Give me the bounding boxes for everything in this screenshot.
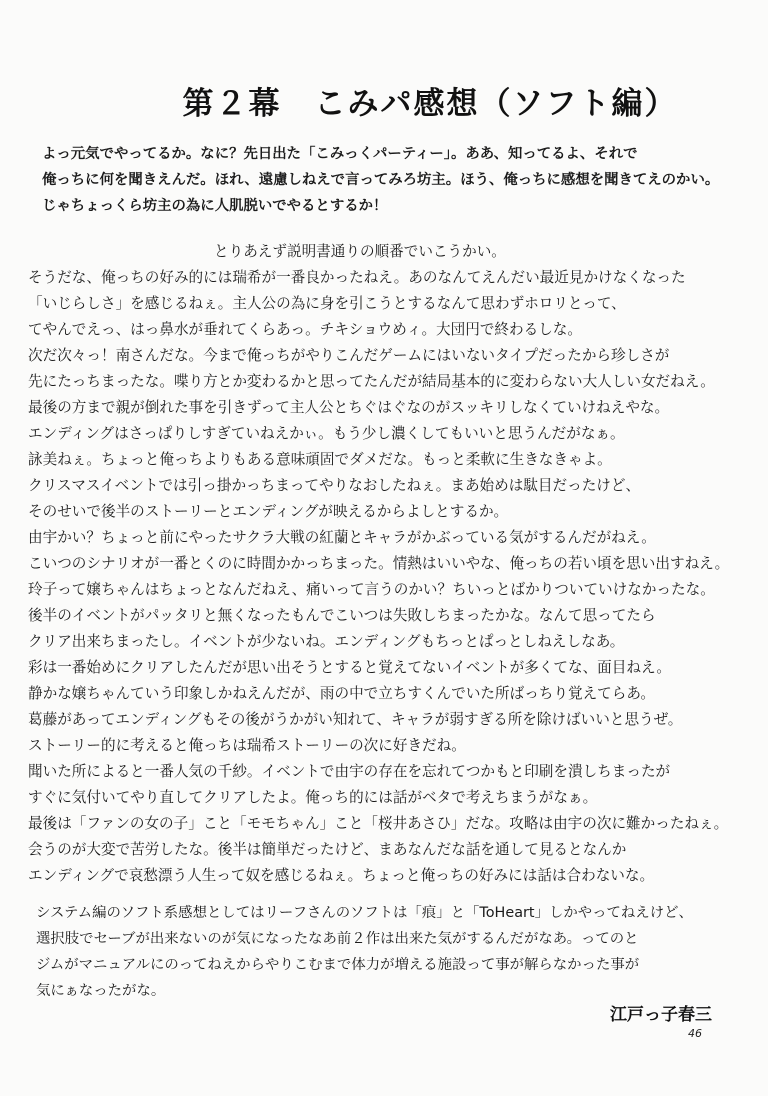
text-line: 俺っちに何を聞きえんだ。ほれ、遠慮しねえで言ってみろ坊主。ほう、俺っちに感想を聞きてえのかい。 [42,172,720,188]
text-line: 玲子って嬢ちゃんはちょっとなんだねえ、痛いって言うのかい？ちいっとばかりついていけなかったな。 [28,581,715,598]
text-line: そうだな、俺っちの好み的には瑞希が一番良かったねえ。あのなんてえんだい最近見かけなくなった [28,269,686,286]
text-line: 次だ次々っ！南さんだな。今まで俺っちがやりこんだゲームにはいないタイプだったから珍しさが [28,347,670,364]
text-line: 聞いた所によると一番人気の千紗。イベントで由宇の存在を忘れてつかもと印刷を潰しちまったが [28,763,671,780]
text-line: クリスマスイベントでは引っ掛かっちまってやりなおしたねぇ。まあ始めは駄目だったけど、 [28,477,641,494]
text-line: ジムがマニュアルにのってねえからやりこむまで体力が増える施設って事が解らなかった事が [36,957,640,973]
text-line: 静かな嬢ちゃんていう印象しかねえんだが、雨の中で立ちすくんでいた所ばっちり覚えてらあ。 [28,685,655,702]
text-line: ストーリー的に考えると俺っちは瑞希ストーリーの次に好きだね。 [28,737,466,754]
text-line: とりあえず説明書通りの順番でいこうかい。 [214,243,506,260]
text-line: すぐに気付いてやり直してクリアしたよ。俺っち的には話がベタで考えちまうがなぁ。 [28,789,598,806]
text-line: 由宇かい？ちょっと前にやったサクラ大戦の紅蘭とキャラがかぶっている気がするんだがねえ。 [28,529,656,546]
text-line: 彩は一番始めにクリアしたんだが思い出そうとすると覚えてないイベントが多くてな、面目ねえ。 [28,659,672,676]
text-line: 最後は「ファンの女の子」こと「モモちゃん」こと「桜井あさひ」だな。攻略は由宇の次に難かったねぇ。 [28,815,729,832]
body-paragraph [28,239,729,889]
intro-paragraph [42,141,719,219]
text-line: 葛藤があってエンディングもその後がうかがい知れて、キャラが弱すぎる所を除けばいいと思うぜ。 [28,711,683,728]
text-line: 選択肢でセーブが出来ないのが気になったなあ前２作は出来た気がするんだがなあ。ってのと [36,931,639,947]
text-line: じゃちょっくら坊主の為に人肌脱いでやるとするか！ [42,198,388,214]
text-line: システム編のソフト系感想としてはリーフさんのソフトは「痕」と「ToHeart」しかやってねえけど、 [36,905,693,921]
text-line: よっ元気でやってるか。なに？先日出た「こみっくパーティー」。ああ、知ってるよ、それで [42,146,638,162]
text-line: 最後の方まで親が倒れた事を引きずって主人公とちぐはぐなのがスッキリしなくていけねえやな。 [28,399,670,416]
text-line: 「いじらしさ」を感じるねぇ。主人公の為に身を引こうとするなんて思わずホロリとって、 [28,295,626,312]
text-line: そのせいで後半のストーリーとエンディングが映えるからよしとするか。 [28,503,509,520]
text-line: 気にぁなったがな。 [36,983,166,999]
text-line: 会うのが大変で苦労したな。後半は簡単だったけど、まあなんだな話を通して見るとなんか [28,841,627,858]
page-title: 第２幕 こみパ感想（ソフト編） [182,86,678,122]
page-number: 46 [688,1027,702,1040]
text-line: クリア出来ちまったし。イベントが少ないね。エンディングもちっとぱっとしねえしなあ。 [28,633,625,650]
text-line: こいつのシナリオが一番とくのに時間かかっちまった。情熱はいいやな、俺っちの若い頃を思い出すねえ。 [28,555,730,572]
text-line: 先にたっちまったな。喋り方とか変わるかと思ってたんだが結局基本的に変わらない大人しい女だねえ。 [28,373,715,390]
author-signature: 江戸っ子春三 [610,1005,712,1025]
text-line: 後半のイベントがパッタリと無くなったもんでこいつは失敗しちまったかな。なんて思ってたら [28,607,656,624]
text-line: エンディングはさっぱりしすぎていねえかぃ。もう少し濃くしてもいいと思うんだがなぁ。 [28,425,625,442]
system-paragraph [36,900,693,1004]
text-line: エンディングで哀愁漂う人生って奴を感じるねぇ。ちょっと俺っちの好みには話は合わないな。 [28,867,655,884]
text-line: てやんでえっ、はっ鼻水が垂れてくらあっ。チキショウめィ。大団円で終わるしな。 [28,321,582,338]
text-line: 詠美ねぇ。ちょっと俺っちよりもある意味頑固でダメだな。もっと柔軟に生きなきゃよ。 [28,451,612,468]
